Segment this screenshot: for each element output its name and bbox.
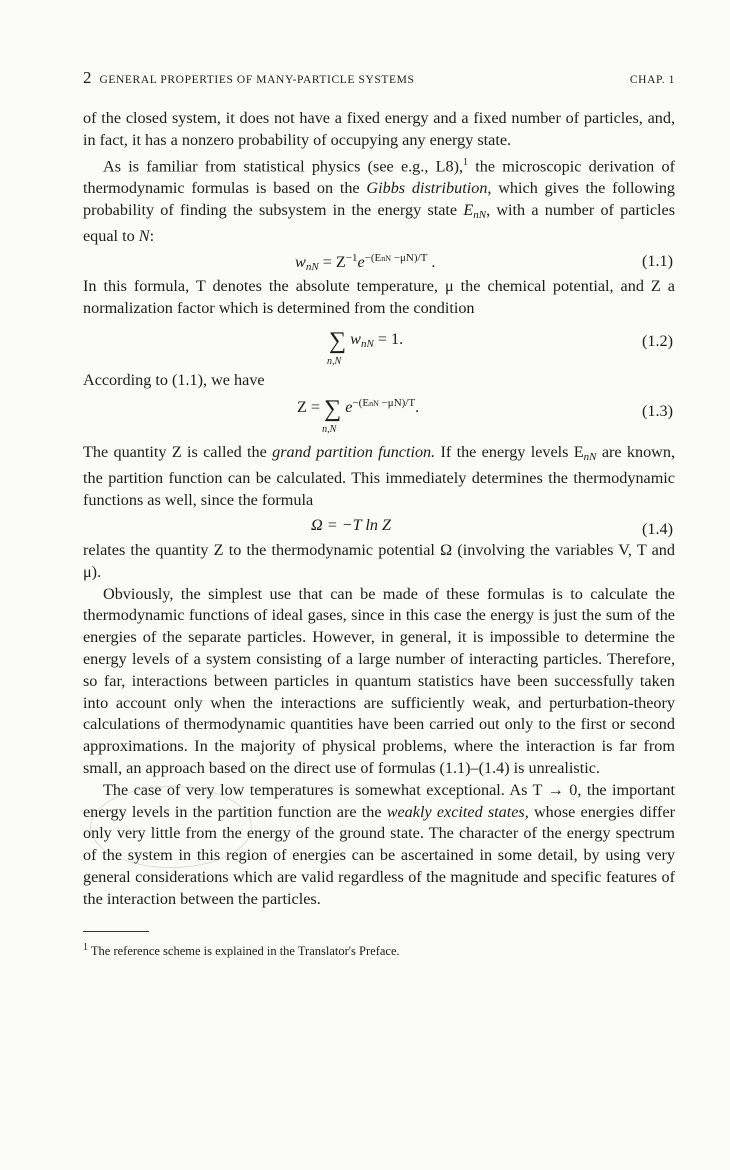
chapter-label: CHAP. 1 (629, 74, 675, 86)
book-page (83, 68, 675, 959)
page-number: 2 (83, 68, 92, 87)
equation-number: (1.4) (641, 519, 673, 538)
equation-number: (1.3) (641, 401, 673, 420)
paragraph-3: In this formula, T denotes the absolute temperature, μ the chemical potential, and Z a normalization factor which is determined from the condition (83, 277, 675, 317)
paragraph-6: relates the quantity Z to the thermodynamic potential Ω (involving the variables V, T and μ). (83, 540, 675, 581)
equation-number: (1.1) (641, 252, 673, 271)
equation-number: (1.2) (641, 331, 673, 350)
paragraph-7: Obviously, the simplest use that can be made of these formulas is to calculate the thermodynamic functions of ideal gases, since in this case the energy is just the sum of the energies of the separate particles. However, in general, it is impossible to determine the energy levels of a system consisting of a large number of interacting particles. Therefore, so far, interactions between particles in quantum statistics have been successfully taken into account only when the interactions are sufficiently weak, and perturbation-theory calculations of thermodynamic quantities have been carried out only to the first or second approximations. In the majority of physical problems, where the interaction is far from small, an approach based on the direct use of formulas (1.1)–(1.4) is unrealistic. (83, 584, 675, 777)
paragraph-5: The quantity Z is called the grand partition function. If the energy levels $E_{nN}$ are known, the partition function can be calculated. This immediately determines the thermodynamic functions as well, since the formula (83, 442, 675, 510)
paragraph-8: The case of very low temperatures is somewhat exceptional. As T → 0, the important energy levels in the partition function are the weakly excited states, whose energies differ only very little from the energy of the ground state. The character of the energy spectrum of the system in this region of energies can be ascertained in some detail, by using very general considerations which are valid regardless of the magnitude and specific features of the interaction between the particles. (83, 780, 675, 908)
equation-1-3: Z = ∑ n,N $e^{-(EnN -\mu N)/T}$. (1.3) (297, 395, 673, 435)
running-title: GENERAL PROPERTIES OF MANY-PARTICLE SYSTEMS (99, 74, 415, 86)
footnote-ref: 1 (463, 156, 469, 168)
footnote-divider (83, 931, 149, 932)
paragraph-2: As is familiar from statistical physics (see e.g., L8),$^1$ the microscopic derivation of thermodynamic formulas is based on the Gibbs distribution, which gives the following probability of finding the subsystem in the energy state $E_{nN}$, with a number of particles equal to N: (83, 156, 676, 246)
paragraph-4: According to (1.1), we have (83, 370, 265, 389)
equation-1-2: ∑ n,N $w_{nN} = 1$. (1.2) (327, 327, 673, 367)
paragraph-1: of the closed system, it does not have a fixed energy and a fixed number of particles, and, in fact, it has a nonzero probability of occupying any energy state. (83, 109, 675, 149)
running-header (83, 68, 675, 88)
equation-1-4: Ω = −T ln Z (1.4) (311, 515, 673, 538)
footnote: $^1$ The reference scheme is explained in the Translator's Preface. (83, 941, 400, 958)
equation-1-1: $w_{nN} = Z^{-1}e^{-(EnN -\mu N)/T}$ . (1.1) (295, 252, 673, 274)
